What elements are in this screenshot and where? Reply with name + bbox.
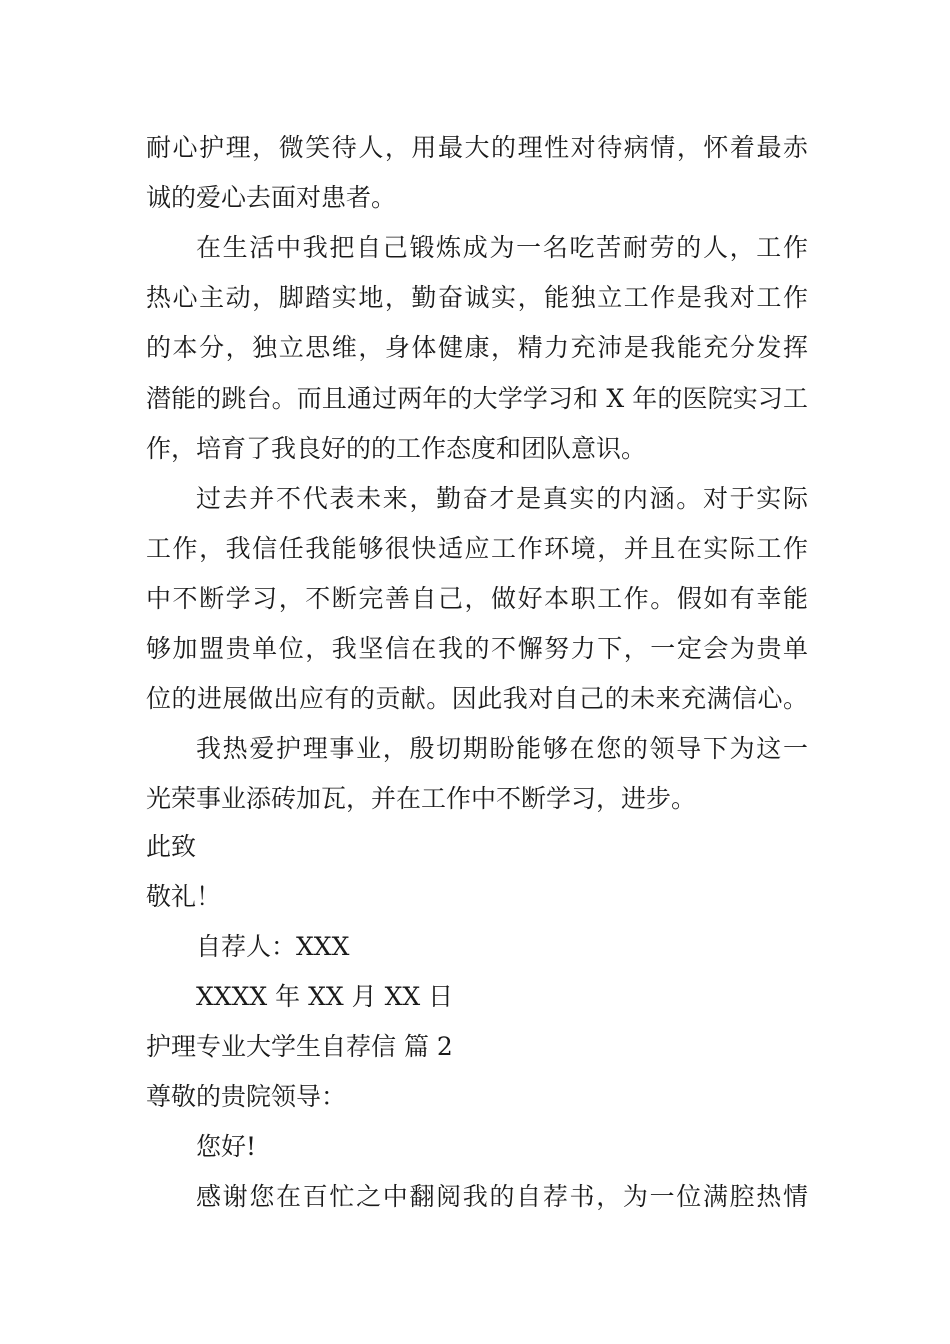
body-text-line: 够加盟贵单位，我坚信在我的不懈努力下，一定会为贵单: [146, 634, 808, 663]
body-text-line: 位的进展做出应有的贡献。因此我对自己的未来充满信心。: [146, 684, 808, 713]
body-text-line: 中不断学习，不断完善自己，做好本职工作。假如有幸能: [146, 584, 808, 613]
greeting: 您好!: [196, 1132, 257, 1161]
body-text-line: 潜能的跳台。而且通过两年的大学学习和 X 年的医院实习工: [146, 384, 808, 413]
body-text-line: 耐心护理，微笑待人，用最大的理性对待病情，怀着最赤: [146, 133, 808, 162]
paragraph-first-line: 我热爱护理事业，殷切期盼能够在您的领导下为这一: [196, 734, 808, 763]
signature-name: 自荐人：XXX: [196, 932, 350, 961]
letter-salutation: 尊敬的贵院领导：: [146, 1082, 347, 1111]
closing-regards: 敬礼！: [146, 882, 222, 911]
paragraph-first-line: 过去并不代表未来，勤奋才是真实的内涵。对于实际: [196, 484, 808, 513]
section-title: 护理专业大学生自荐信 篇 2: [146, 1032, 453, 1061]
body-text-line: 作，培育了我良好的的工作态度和团队意识。: [146, 434, 647, 463]
paragraph-first-line: 在生活中我把自己锻炼成为一名吃苦耐劳的人，工作: [196, 233, 808, 262]
closing-salutation: 此致: [146, 832, 197, 861]
body-text-line: 诚的爱心去面对患者。: [146, 183, 397, 212]
body-text-line: 热心主动，脚踏实地，勤奋诚实，能独立工作是我对工作: [146, 283, 808, 312]
body-text-line: 的本分，独立思维，身体健康，精力充沛是我能充分发挥: [146, 333, 808, 362]
body-text-line: 光荣事业添砖加瓦，并在工作中不断学习，进步。: [146, 784, 697, 813]
paragraph-first-line: 感谢您在百忙之中翻阅我的自荐书，为一位满腔热情: [196, 1182, 808, 1211]
body-text-line: 工作，我信任我能够很快适应工作环境，并且在实际工作: [146, 534, 808, 563]
signature-date: XXXX 年 XX 月 XX 日: [196, 982, 454, 1011]
